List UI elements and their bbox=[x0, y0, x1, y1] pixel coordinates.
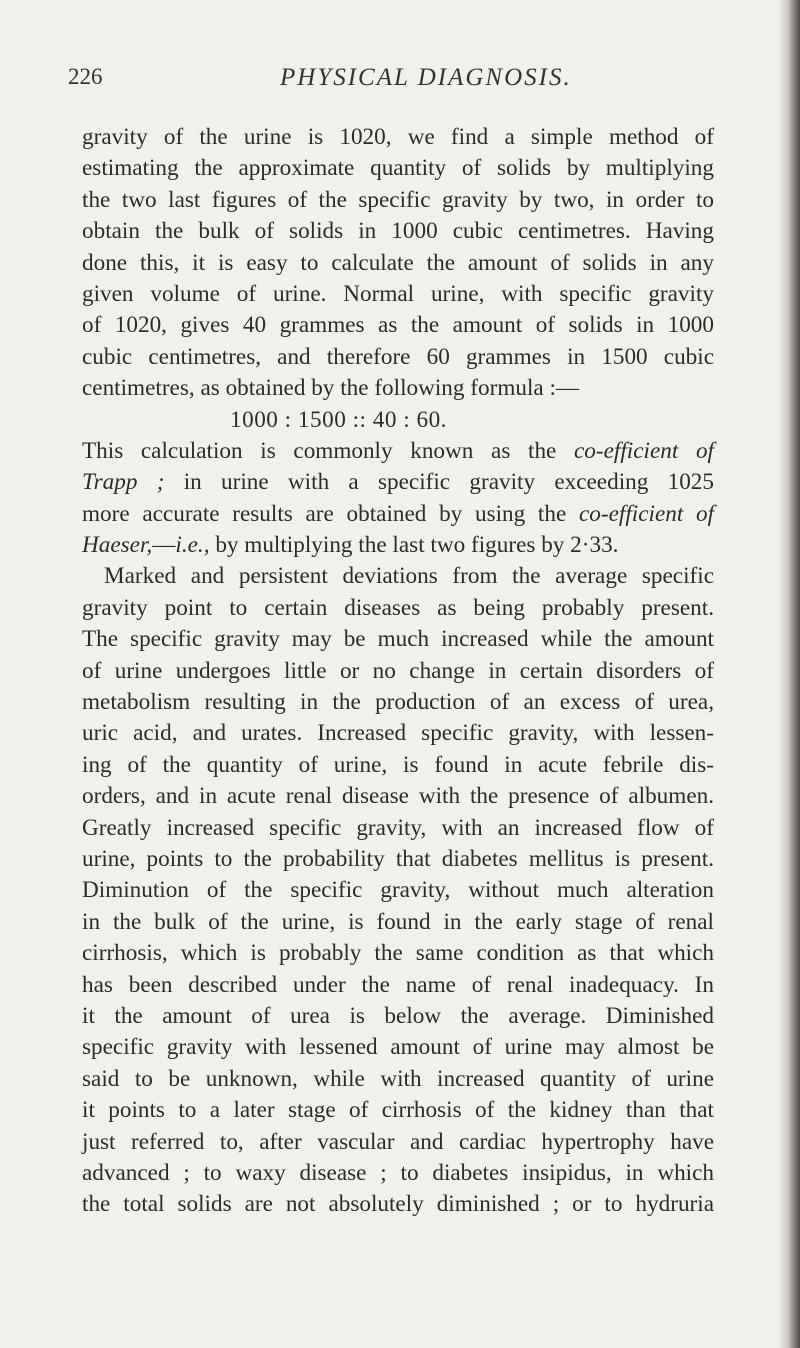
text-line: the two last figures of the specific gravity by two, in order to bbox=[82, 186, 714, 213]
text-segment: more accurate results are obtained by using the bbox=[82, 500, 567, 527]
text-line: it points to a later stage of cirrhosis of the kidney than that bbox=[82, 1097, 714, 1124]
text-line: ing of the quantity of urine, is found in acute febrile dis- bbox=[82, 751, 714, 778]
text-segment: This calculation is commonly known as the bbox=[82, 437, 557, 464]
running-head bbox=[0, 64, 800, 104]
text-segment: — bbox=[152, 532, 176, 559]
text-line: metabolism resulting in the production of an excess of urea, bbox=[82, 689, 714, 716]
page-edge-shadow bbox=[778, 0, 800, 1348]
text-line: of 1020, gives 40 grammes as the amount of solids in 1000 bbox=[82, 312, 714, 339]
text-line bbox=[82, 499, 714, 530]
text-line: orders, and in acute renal disease with the presence of albumen. bbox=[82, 783, 714, 810]
text-line bbox=[82, 436, 714, 467]
text-line: has been described under the name of renal inadequacy. In bbox=[82, 971, 714, 998]
text-line: done this, it is easy to calculate the amount of solids in any bbox=[82, 249, 714, 276]
text-line: said to be unknown, while with increased quantity of urine bbox=[82, 1065, 714, 1092]
text-line: uric acid, and urates. Increased specific gravity, with lessen- bbox=[82, 720, 714, 747]
text-line: of urine undergoes little or no change in certain disorders of bbox=[82, 657, 714, 684]
text-line: just referred to, after vascular and cardiac hypertrophy have bbox=[82, 1128, 714, 1155]
text-line: the total solids are not absolutely diminished ; or to hydruria bbox=[82, 1191, 714, 1218]
text-line bbox=[82, 530, 714, 561]
text-segment: by multiplying the last two figures by 2·33. bbox=[209, 532, 619, 559]
text-line: cirrhosis, which is probably the same condition as that which bbox=[82, 940, 714, 967]
text-line: specific gravity with lessened amount of urine may almost be bbox=[82, 1034, 714, 1061]
text-line: obtain the bulk of solids in 1000 cubic centimetres. Having bbox=[82, 218, 714, 245]
italic-term: co-efficient of bbox=[578, 500, 715, 527]
text-line: Diminution of the specific gravity, without much alteration bbox=[82, 877, 714, 904]
text-line: advanced ; to waxy disease ; to diabetes insipidus, in which bbox=[82, 1159, 714, 1186]
text-line bbox=[82, 467, 714, 498]
text-line: it the amount of urea is below the average. Diminished bbox=[82, 1002, 714, 1029]
page-number: 226 bbox=[68, 64, 103, 89]
text-line: gravity of the urine is 1020, we find a simple method of bbox=[82, 124, 714, 150]
text-segment: in urine with a specific gravity exceeding 1025 bbox=[164, 469, 714, 496]
italic-term: co-efficient of bbox=[574, 437, 715, 464]
italic-term: Trapp ; bbox=[82, 469, 165, 496]
text-line: Marked and persistent deviations from the average specific bbox=[104, 563, 714, 590]
text-line: centimetres, as obtained by the following formula :— bbox=[82, 375, 580, 402]
text-line: estimating the approximate quantity of solids by multiplying bbox=[82, 155, 714, 182]
text-line: given volume of urine. Normal urine, with specific gravity bbox=[82, 280, 714, 307]
formula: 1000 : 1500 :: 40 : 60. bbox=[230, 406, 447, 433]
text-line: Greatly increased specific gravity, with an increased flow of bbox=[82, 814, 714, 841]
body-text bbox=[82, 122, 714, 1221]
text-line: in the bulk of the urine, is found in the early stage of renal bbox=[82, 908, 714, 935]
italic-term: i.e., bbox=[175, 532, 210, 559]
text-line: gravity point to certain diseases as being probably present. bbox=[82, 594, 714, 621]
text-line: cubic centimetres, and therefore 60 grammes in 1500 cubic bbox=[82, 343, 714, 370]
text-line: The specific gravity may be much increased while the amount bbox=[82, 626, 714, 653]
running-title: PHYSICAL DIAGNOSIS. bbox=[280, 64, 572, 91]
italic-term: Haeser, bbox=[82, 532, 153, 559]
text-line: urine, points to the probability that diabetes mellitus is present. bbox=[82, 845, 714, 872]
